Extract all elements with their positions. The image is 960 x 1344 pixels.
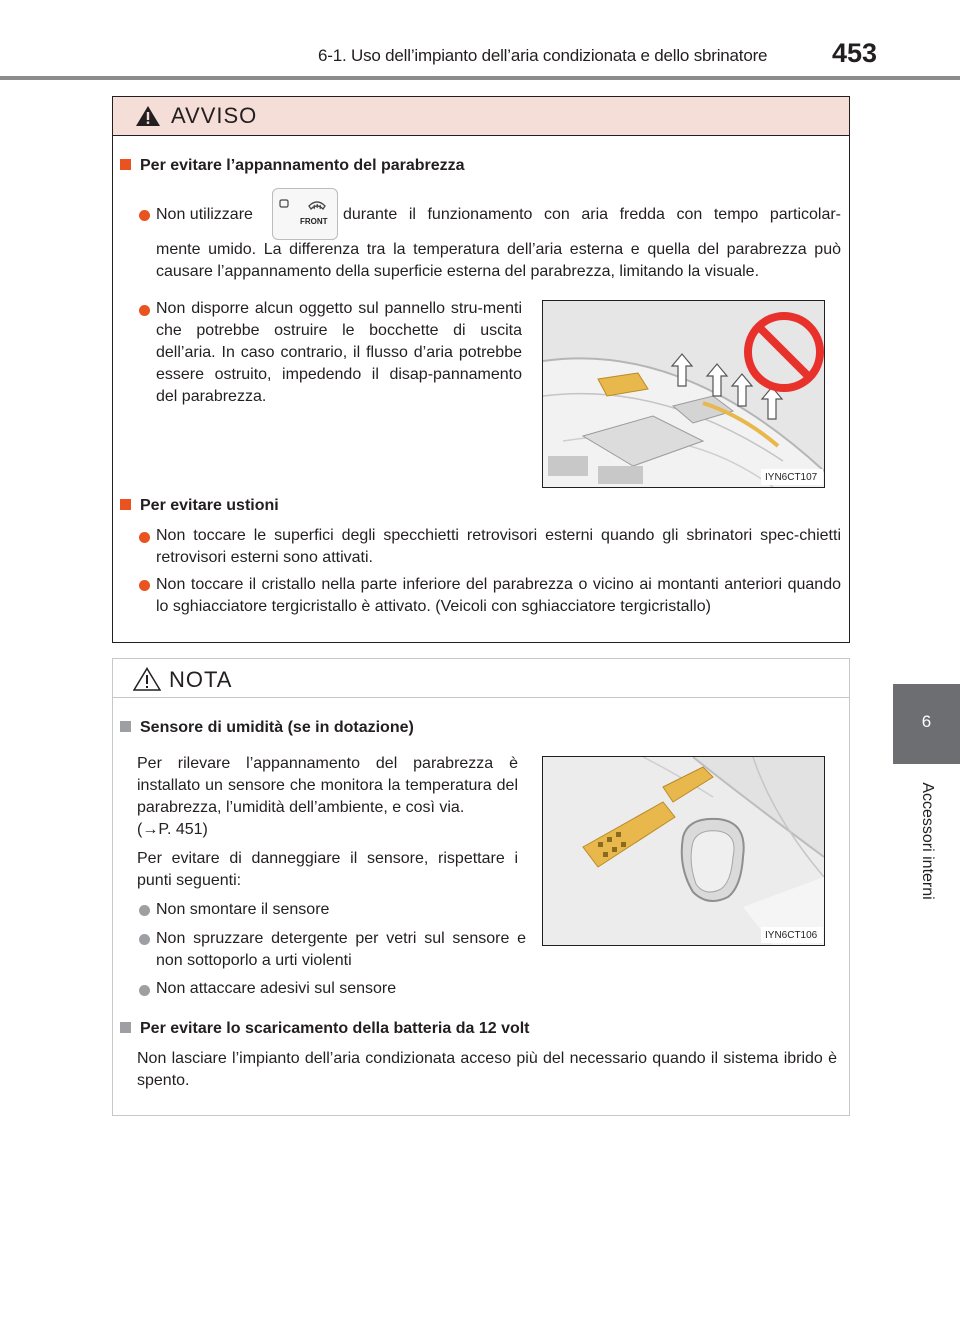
bullet-dot-icon: [139, 580, 150, 591]
image-code: IYN6CT107: [765, 472, 818, 483]
bullet-text: Non attaccare adesivi sul sensore: [156, 980, 397, 997]
square-bullet-icon: [120, 499, 131, 510]
bullet-text: Non toccare il cristallo nella parte inferiore del parabrezza o vicino ai montanti anteriori quando lo sghiacciatore tergicristallo è attivato. (Veicoli con sghiacciatore tergicristallo): [156, 576, 841, 615]
chapter-number: 6: [921, 712, 932, 731]
bullet-text: durante il funzionamento con aria fredda con tempo particolar-: [343, 206, 841, 223]
warning-heading-fog: Per evitare l’appannamento del parabrezza: [120, 157, 465, 175]
warning-title-bar: [113, 97, 849, 136]
warning-title: AVVISO: [171, 103, 258, 128]
bullet-text: Non spruzzare detergente per vetri sul sensore e non sottoporlo a urti violenti: [156, 930, 526, 969]
front-defogger-button: [272, 188, 338, 240]
header-rule: [0, 76, 960, 80]
bullet-dot-icon: [139, 905, 150, 916]
note-title-bar: [113, 659, 849, 698]
note-heading-battery: Per evitare lo scaricamento della batteria da 12 volt: [120, 1020, 530, 1038]
sensor-illustration: [543, 757, 824, 945]
indicator-light-icon: [279, 199, 289, 209]
square-bullet-icon: [120, 721, 131, 732]
note-heading-sensor: Sensore di umidità (se in dotazione): [120, 719, 414, 737]
bullet-text: Non smontare il sensore: [156, 901, 330, 918]
warning-heading-burns: Per evitare ustioni: [120, 497, 279, 515]
note-title: NOTA: [169, 667, 233, 692]
bullet-dot-icon: [139, 532, 150, 543]
square-bullet-icon: [120, 1022, 131, 1033]
bullet-text: Non utilizzare: [156, 206, 253, 223]
humidity-sensor-illustration: [542, 756, 825, 946]
bullet-dot-icon: [139, 305, 150, 316]
image-code: IYN6CT106: [765, 930, 818, 941]
bullet-dot-icon: [139, 210, 150, 221]
dashboard-vent-illustration: [542, 300, 825, 488]
chapter-label: Accessori interni: [919, 782, 936, 900]
windshield-defrost-icon: [307, 197, 327, 213]
bullet-text: Non disporre alcun oggetto sul pannello stru-menti che potrebbe ostruire le bocchette di uscita dell’aria. In caso contrario, il flusso d’aria potrebbe essere ostruito, impedendo il disap-pannamento del parabrezza.: [156, 300, 522, 405]
bullet-dot-icon: [139, 934, 150, 945]
button-label: FRONT: [300, 217, 328, 226]
page-number: 453: [832, 38, 878, 68]
dashboard-illustration: [543, 301, 824, 487]
bullet-text: Non toccare le superfici degli specchietti retrovisori esterni quando gli sbrinatori spec-chietti retrovisori esterni sono attivati.: [156, 527, 841, 566]
bullet-text: mente umido. La differenza tra la temperatura dell’aria esterna e quella del parabrezza può causare l’appannamento della superficie esterna del parabrezza, limitando la visuale.: [156, 241, 841, 280]
caution-triangle-icon: [133, 667, 161, 691]
page-reference-link[interactable]: (→P. 451): [137, 821, 208, 838]
bullet-dot-icon: [139, 985, 150, 996]
note-paragraph: Per evitare di danneggiare il sensore, rispettare i punti seguenti:: [137, 850, 518, 889]
note-paragraph: Per rilevare l’appannamento del parabrezza è installato un sensore che monitora la temperatura del parabrezza, l’umidità dell’ambiente, e così via.: [137, 755, 518, 816]
warning-triangle-icon: [135, 105, 161, 127]
square-bullet-icon: [120, 159, 131, 170]
note-paragraph: Non lasciare l’impianto dell’aria condizionata acceso più del necessario quando il sistema ibrido è spento.: [137, 1050, 837, 1089]
section-title: 6-1. Uso dell’impianto dell’aria condizionata e dello sbrinatore: [318, 46, 768, 65]
